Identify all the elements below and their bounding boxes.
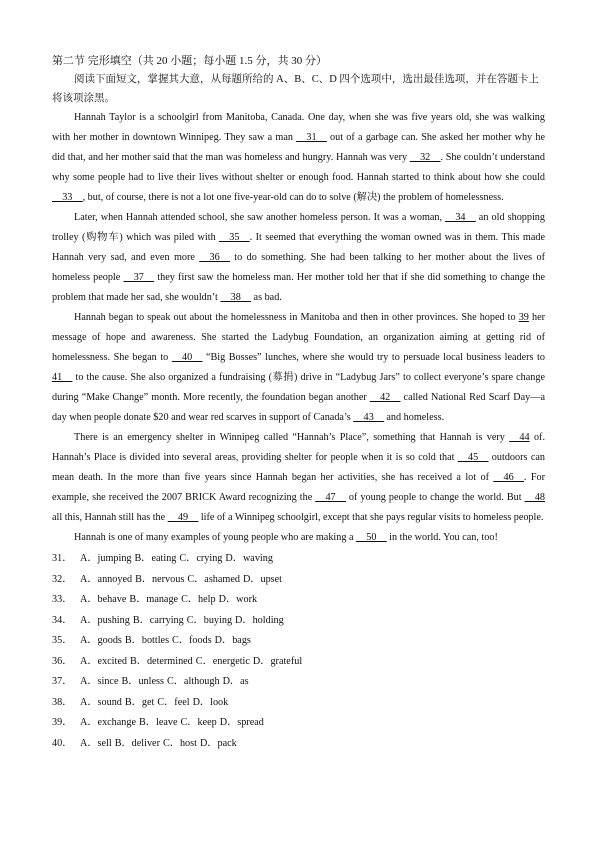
passage-text: they first saw the homeless man. Her mother told her that if she did something to change the problem that made her sad, she wouldn’t [52,272,545,303]
answer-option: A．since [80,676,119,687]
passage-paragraph [52,108,545,208]
answer-option: B．nervous [135,573,185,585]
blank-number: __34__ [445,212,476,223]
question-options-row [52,713,545,734]
question-options-row [52,672,545,693]
blank-number: __40__ [171,352,203,363]
question-options-row [52,734,545,755]
blank-number: 41__ [52,372,73,383]
passage-text: an old shopping trolley (购物车) which was piled with [52,212,545,243]
answer-option: D．grateful [252,655,303,667]
blank-number: 39 [518,312,529,323]
blank-number: __37__ [123,272,155,283]
answer-option: C．keep [180,717,217,728]
question-number: 34． [52,614,73,626]
answer-option: D．work [218,594,258,605]
options-list [52,549,545,754]
question-number: 36． [52,655,73,667]
answer-option: A．sound [80,696,122,708]
question-number: 33． [52,594,73,605]
blank-number: __44 [509,432,530,443]
answer-option: D．look [192,696,229,708]
passage-paragraph [52,428,545,528]
question-options-row [52,570,545,591]
answer-option: D．holding [235,614,284,626]
passage-text: her message of hope and awareness. She started the Ladybug Foundation, an organization aiming at getting rid of homelessness. She began to [52,312,545,363]
passage-text: . She couldn’t understand why some people had to live their lives without shelter or enough food. Hannah started to think about how she could [52,152,545,183]
passage-text: Hannah is one of many examples of young people who are making a [74,532,357,543]
answer-option: A．exchange [80,717,137,728]
answer-option: B．deliver [114,737,160,749]
passage-text: to do something. She had been talking to her mother about the lives of homeless people [52,252,545,283]
passage-text: of. Hannah’s Place is divided into several areas, providing shelter for people when it is so cold that [52,432,545,463]
answer-option: A．excited [80,655,127,667]
blank-number: __35__ [219,232,250,243]
answer-option: D．waving [225,553,273,564]
passage-paragraph [52,528,545,548]
blank-number: __47__ [315,492,346,503]
blank-number: __48 [524,492,545,503]
passage-paragraph [52,308,545,428]
blank-number: __32__ [409,152,441,163]
instructions: 阅读下面短文，掌握其大意，从每题所给的 A、B、C、D 四个选项中，选出最佳选项，并在答题卡上将该项涂黑。 [52,74,539,104]
blank-number: __45__ [457,452,489,463]
passage-text: all this, Hannah still has the [52,512,168,523]
answer-option: D．upset [242,573,282,585]
answer-option: C．help [181,594,216,605]
passage-text: in the world. You can, too! [386,532,498,543]
answer-option: A．behave [80,594,127,605]
question-number: 32． [52,573,73,585]
answer-option: B．manage [129,594,179,605]
question-number: 38． [52,696,73,708]
passage-paragraph [52,208,545,308]
passage-text: Hannah began to speak out about the homelessness in Manitoba and then in other provinces. She hoped to [74,312,519,323]
blank-number: __46__ [493,472,524,483]
answer-option: C．ashamed [187,573,240,585]
passage-text: . It seemed that everything the woman owned was in them. This made Hannah very sad, and even more [52,232,545,263]
question-options-row [52,611,545,632]
passage-text: of young people to change the world. But [345,492,525,503]
blank-number: __43__ [353,412,384,423]
blank-number: __36__ [199,252,230,263]
question-options-row [52,549,545,570]
blank-number: __31__ [296,132,327,143]
passage-text: Later, when Hannah attended school, she saw another homeless person. It was a woman, [74,212,446,223]
passage-text: life of a Winnipeg schoolgirl, except that she pays regular visits to homeless people. [198,512,544,523]
answer-option: D．spread [219,717,264,728]
document-page [52,52,545,754]
answer-option: C．foods [172,635,212,646]
passage-text: Hannah Taylor is a schoolgirl from Manitoba, Canada. One day, when she was five years old, she was walking with her mother in downtown Winnipeg. They saw a man [52,112,545,143]
answer-option: A．pushing [80,614,130,626]
passage-text: outdoors can mean death. In the more than five years since Hannah began her activities, she has received a lot of [52,452,545,483]
passage-text: “Big Bosses” lunches, where she would try to persuade local business leaders to [202,352,545,363]
blank-number: __50__ [356,532,387,543]
answer-option: C．crying [179,553,223,564]
answer-option: A．sell [80,737,112,749]
passage-text: There is an emergency shelter in Winnipeg called “Hannah’s Place”, something that Hannah is very [74,432,510,443]
question-number: 40． [52,737,73,749]
passage-text: , but, of course, there is not a lot one five-year-old can do to solve (解决) the problem of homelessness. [82,192,504,203]
question-number: 37． [52,676,73,687]
answer-option: C．energetic [195,655,250,667]
question-number: 39． [52,717,73,728]
question-options-row [52,631,545,652]
answer-option: A．goods [80,635,122,646]
blank-number: __49__ [167,512,199,523]
blank-number: __42__ [369,392,401,403]
answer-option: B．unless [121,676,164,687]
passage [52,108,545,548]
question-number: 31． [52,553,73,564]
passage-text: out of a garbage can. She asked her mother why he did that, and her mother said that the man was homeless and hungry. Hannah was very [52,132,545,163]
answer-option: D．as [222,676,249,687]
passage-text: and homeless. [383,412,445,423]
question-options-row [52,590,545,611]
question-number: 35． [52,635,73,646]
passage-text: . For example, she received the 2007 BRICK Award recognizing the [52,472,545,503]
answer-option: C．although [166,676,220,687]
passage-text: called National Red Scarf Day—a day when people donate $20 and wear red scarves in support of Canada’s [52,392,545,423]
answer-option: B．determined [129,655,193,667]
question-options-row [52,693,545,714]
answer-option: C．host [162,737,197,749]
answer-option: C．buying [186,614,233,626]
answer-option: C．feel [157,696,190,708]
answer-option: B．bottles [124,635,170,646]
passage-text: as bad. [251,292,282,303]
answer-option: B．carrying [132,614,184,626]
answer-option: B．eating [134,553,177,564]
answer-option: D．bags [214,635,251,646]
question-options-row [52,652,545,673]
blank-number: __33__ [52,192,83,203]
answer-option: A．annoyed [80,573,133,585]
section-title: 第二节 完形填空（共 20 小题；每小题 1.5 分，共 30 分） [52,55,327,67]
blank-number: __38__ [220,292,251,303]
answer-option: D．pack [199,737,237,749]
answer-option: B．leave [139,717,178,728]
passage-text: to the cause. She also organized a fundraising (募捐) drive in “Ladybug Jars” to collect everyone’s spare change during “Make Change” month. More recently, the foundation began another [52,372,545,403]
answer-option: A．jumping [80,553,132,564]
answer-option: B．get [124,696,155,708]
